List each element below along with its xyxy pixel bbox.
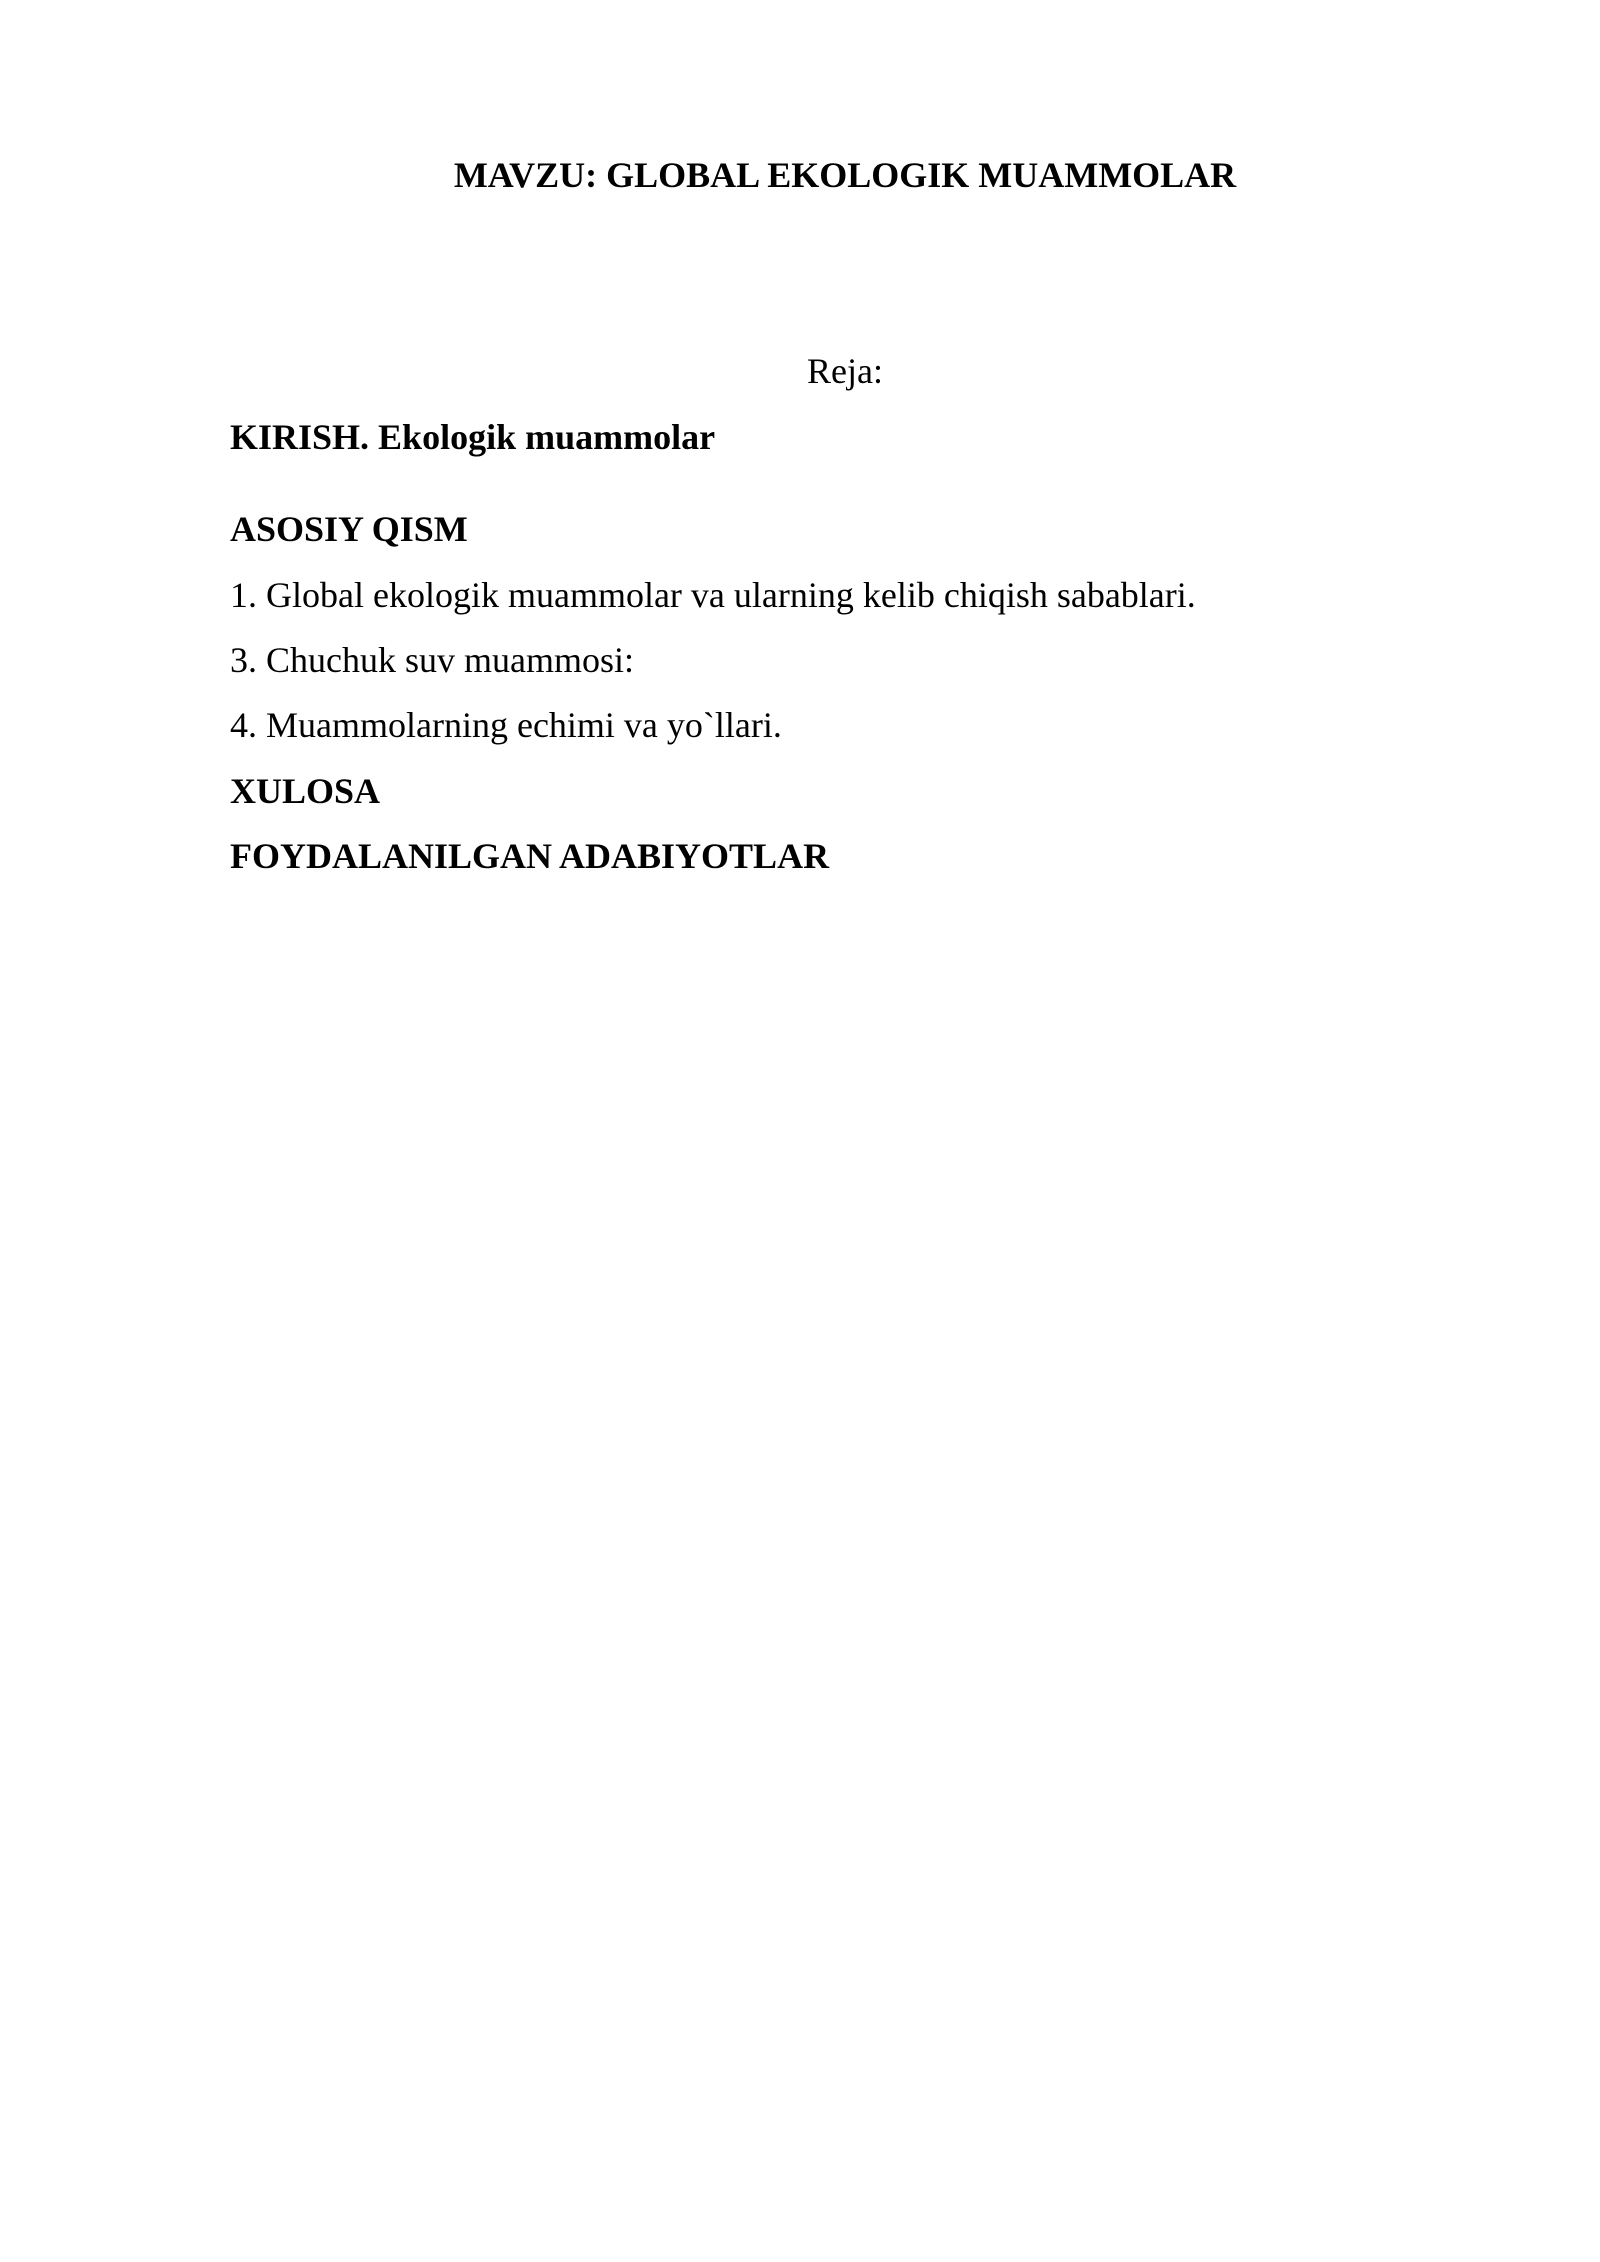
plan-item: 3. Chuchuk suv muammosi:	[230, 640, 634, 680]
intro-heading: KIRISH. Ekologik muammolar	[230, 417, 716, 457]
conclusion-heading: XULOSA	[230, 771, 381, 811]
plan-item: 1. Global ekologik muammolar va ularning kelib chiqish sabablari.	[230, 575, 1196, 615]
main-part-heading: ASOSIY QISM	[230, 509, 468, 549]
document-title: MAVZU: GLOBAL EKOLOGIK MUAMMOLAR	[453, 155, 1237, 195]
plan-label: Reja:	[807, 351, 883, 391]
plan-item: 4. Muammolarning echimi va yo`llari.	[230, 705, 782, 745]
references-heading: FOYDALANILGAN ADABIYOTLAR	[230, 836, 830, 876]
